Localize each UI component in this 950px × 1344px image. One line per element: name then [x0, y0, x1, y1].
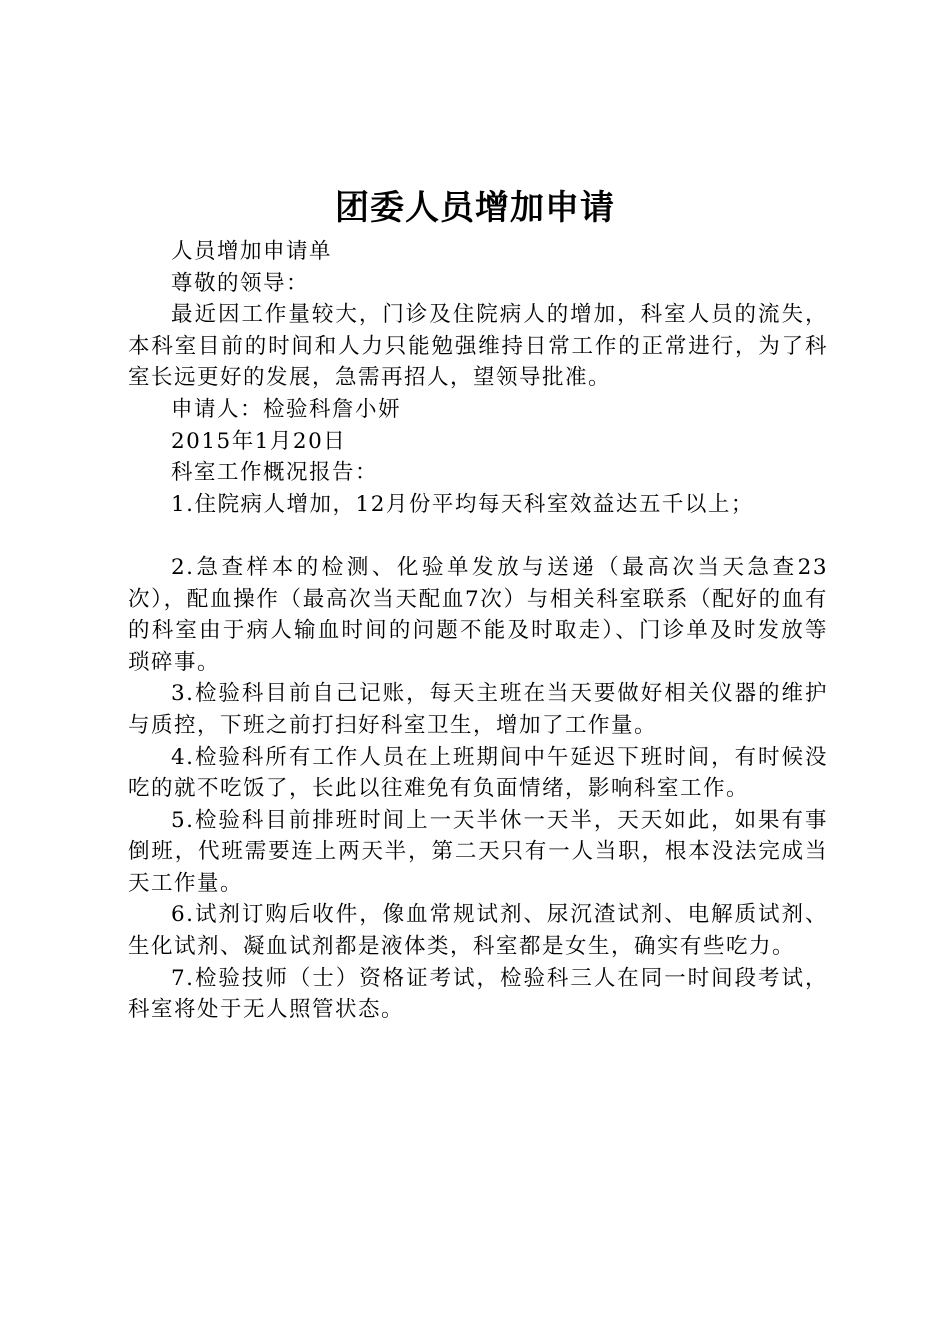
document-title: 团委人员增加申请 [335, 188, 615, 228]
report-item-4: 4.检验科所有工作人员在上班期间中午延迟下班时间，有时候没吃的就不吃饭了，长此以往难免有负面情绪，影响科室工作。 [128, 744, 828, 802]
report-item-1: 1.住院病人增加，12月份平均每天科室效益达五千以上； [171, 491, 754, 517]
report-heading: 科室工作概况报告： [171, 460, 379, 486]
report-item-7: 7.检验技师（士）资格证考试，检验科三人在同一时间段考试，科室将处于无人照管状态。 [128, 965, 828, 1023]
report-item-6: 6.试剂订购后收件，像血常规试剂、尿沉渣试剂、电解质试剂、生化试剂、凝血试剂都是液体类，科室都是女生，确实有些吃力。 [128, 902, 828, 960]
applicant-line: 申请人：检验科詹小妍 [171, 396, 402, 422]
blank-line [128, 520, 828, 552]
report-item-5: 5.检验科目前排班时间上一天半休一天半，天天如此，如果有事倒班，代班需要连上两天半，第二天只有一人当职，根本没法完成当天工作量。 [128, 807, 828, 896]
report-item-3: 3.检验科目前自己记账，每天主班在当天要做好相关仪器的维护与质控，下班之前打扫好科室卫生，增加了工作量。 [128, 681, 828, 738]
salutation: 尊敬的领导： [171, 270, 310, 296]
document-body [128, 236, 828, 1026]
request-paragraph: 最近因工作量较大，门诊及住院病人的增加，科室人员的流失，本科室目前的时间和人力只能勉强维持日常工作的正常进行，为了科室长远更好的发展，急需再招人，望领导批准。 [128, 302, 828, 391]
date-line: 2015年1月20日 [171, 428, 347, 454]
form-heading: 人员增加申请单 [171, 239, 333, 264]
report-item-2: 2.急查样本的检测、化验单发放与送递（最高次当天急查23次），配血操作（最高次当天配血7次）与相关科室联系（配好的血有的科室由于病人输血时间的问题不能及时取走）、门诊单及时发放等琐碎事。 [128, 554, 828, 675]
